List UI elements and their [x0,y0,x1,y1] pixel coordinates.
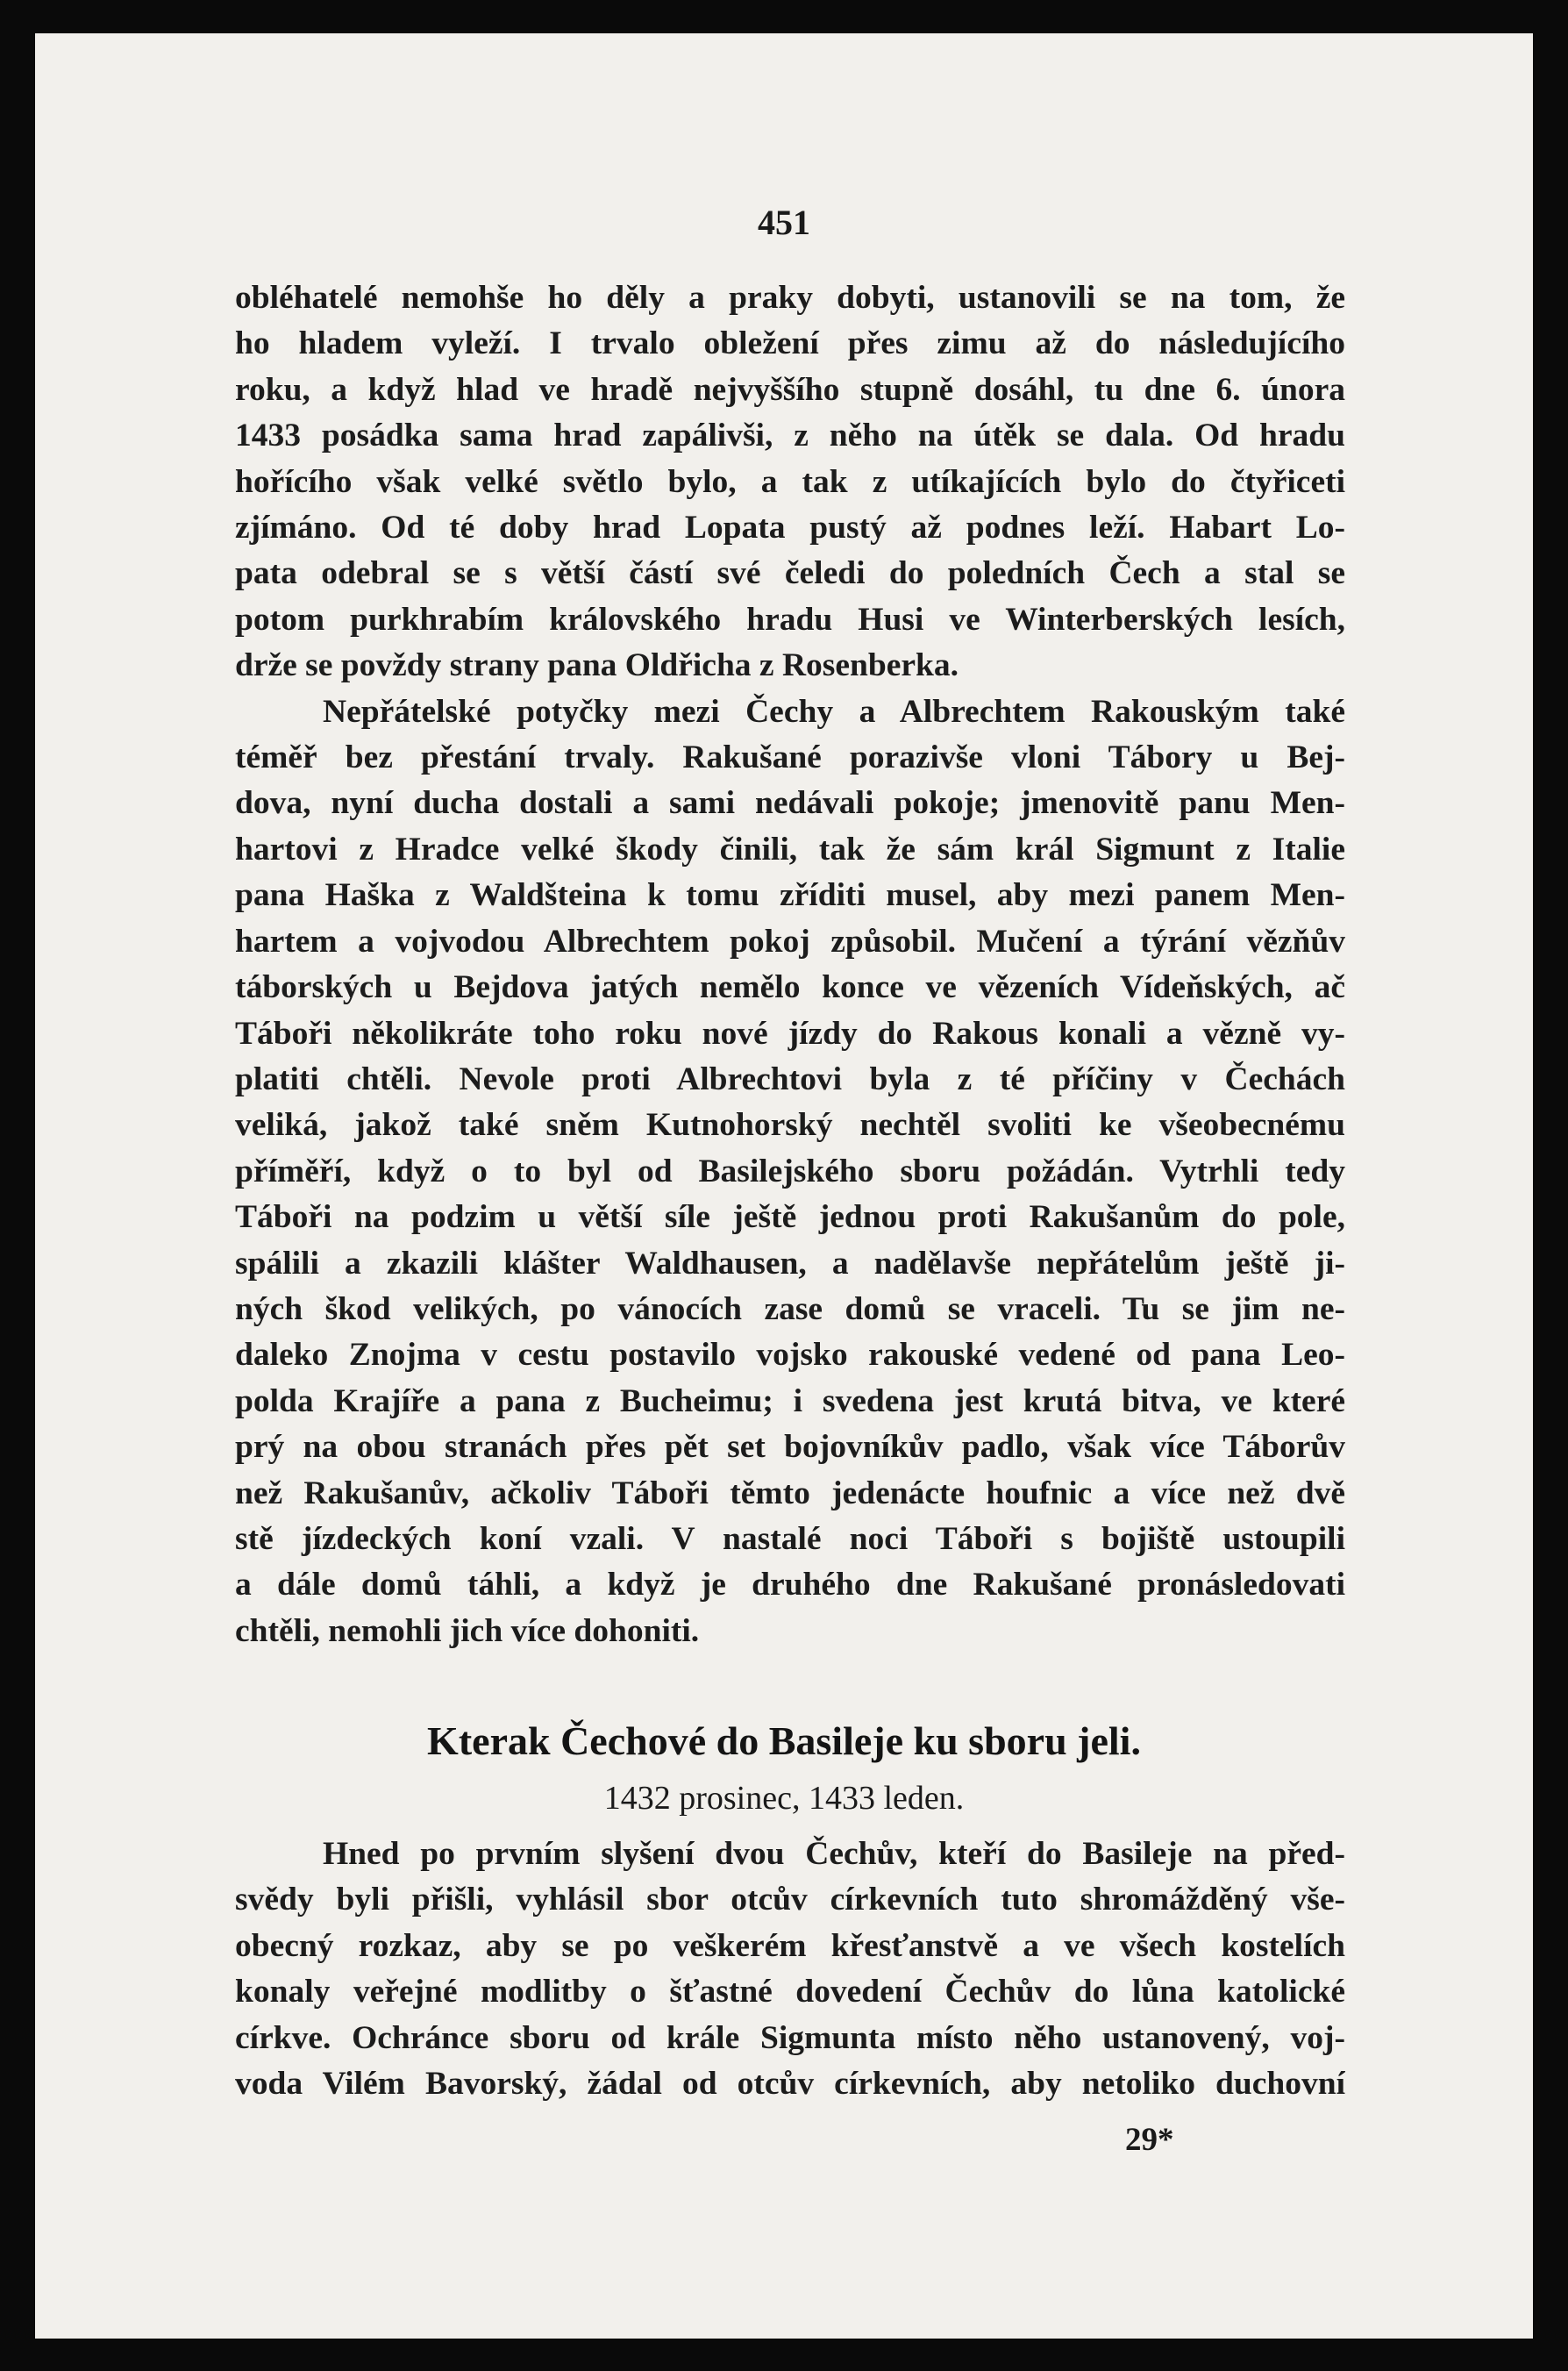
text-line: polda Krajíře a pana z Bucheimu; i svedena jest krutá bitva, ve které [235,1382,1345,1419]
text-line: Hned po prvním slyšení dvou Čechův, kteří do Basileje na před- [323,1836,1345,1872]
sheet-signature: 29* [1125,2122,1174,2158]
text-line: hartovi z Hradce velké škody činili, tak že sám král Sigmunt z Italie [235,831,1345,868]
paragraph-3 [235,1832,1345,2107]
text-block-top [235,275,1345,1654]
text-line: církve. Ochránce sboru od krále Sigmunta místo něho ustanovený, voj- [235,2019,1345,2056]
paragraph-1 [235,275,1345,689]
text-line: příměří, když o to byl od Basilejského sboru požádán. Vytrhli tedy [235,1153,1345,1189]
text-line: dova, nyní ducha dostali a sami nedávali pokoje; jmenovitě panu Men- [235,785,1345,822]
page-number: 451 [758,203,810,242]
section-title: Kterak Čechové do Basileje ku sboru jeli. [427,1718,1141,1763]
text-line: pata odebral se s větší částí své čeledi do poledních Čech a stal se [235,555,1345,592]
text-line: drže se povždy strany pana Oldřicha z Rosenberka. [235,647,959,684]
text-line: voda Vilém Bavorský, žádal od otcův církevních, aby netoliko duchovní [235,2066,1345,2103]
text-line: Táboři na podzim u větší síle ještě jednou proti Rakušanům do pole, [235,1199,1345,1236]
section-date: 1432 prosinec, 1433 leden. [603,1780,965,1817]
text-line: stě jízdeckých koní vzali. V nastalé noci Táboři s bojiště ustoupili [235,1520,1345,1557]
text-line: Táboři několikráte toho roku nové jízdy do Rakous konali a vězně vy- [235,1015,1345,1052]
text-line: obléhatelé nemohše ho děly a praky dobyti, ustanovili se na tom, že [235,280,1345,316]
text-line: téměř bez přestání trvaly. Rakušané porazivše vloni Tábory u Bej- [235,739,1345,776]
text-line: daleko Znojma v cestu postavilo vojsko rakouské vedené od pana Leo- [235,1337,1345,1374]
text-line: ných škod velikých, po vánocích zase domů se vraceli. Tu se jim ne- [235,1290,1345,1327]
text-line: platiti chtěli. Nevole proti Albrechtovi byla z té příčiny v Čechách [235,1061,1345,1097]
text-line: ho hladem vyleží. I trvalo obležení přes zimu až do následujícího [235,325,1345,362]
text-line: prý na obou stranách přes pět set bojovníkův padlo, však více Táborův [235,1429,1345,1466]
text-line: hořícího však velké světlo bylo, a tak z utíkajících bylo do čtyřiceti [235,463,1345,500]
text-line: táborských u Bejdova jatých nemělo konce ve vězeních Vídeňských, ač [235,969,1345,1006]
text-block-bottom [235,1832,1345,2107]
page-sheet [35,33,1533,2339]
text-line: zjímáno. Od té doby hrad Lopata pustý až podnes leží. Habart Lo- [235,510,1345,546]
text-line: pana Haška z Waldšteina k tomu zříditi musel, aby mezi panem Men- [235,877,1345,914]
paragraph-2 [235,689,1345,1655]
text-line: roku, a když hlad ve hradě nejvyššího stupně dosáhl, tu dne 6. února [235,371,1345,408]
text-line: konaly veřejné modlitby o šťastné dovedení Čechův do lůna katolické [235,1974,1345,2010]
text-line: a dále domů táhli, a když je druhého dne Rakušané pronásledovati [235,1567,1345,1603]
text-line: než Rakušanův, ačkoliv Táboři těmto jedenácte houfnic a více než dvě [235,1475,1345,1511]
text-line: potom purkhrabím královského hradu Husi ve Winterberských lesích, [235,601,1345,638]
text-line: Nepřátelské potyčky mezi Čechy a Albrechtem Rakouským také [323,693,1345,730]
text-line: hartem a vojvodou Albrechtem pokoj způsobil. Mučení a týrání vězňův [235,923,1345,960]
text-line: svědy byli přišli, vyhlásil sbor otcův církevních tuto shromážděný vše- [235,1882,1345,1918]
text-line: obecný rozkaz, aby se po veškerém křesťanstvě a ve všech kostelích [235,1927,1345,1964]
text-line: 1433 posádka sama hrad zapálivši, z něho na útěk se dala. Od hradu [235,418,1345,454]
text-line: veliká, jakož také sněm Kutnohorský nechtěl svoliti ke všeobecnému [235,1107,1345,1144]
text-line: chtěli, nemohli jich více dohoniti. [235,1612,700,1649]
text-line: spálili a zkazili klášter Waldhausen, a nadělavše nepřátelům ještě ji- [235,1245,1345,1282]
